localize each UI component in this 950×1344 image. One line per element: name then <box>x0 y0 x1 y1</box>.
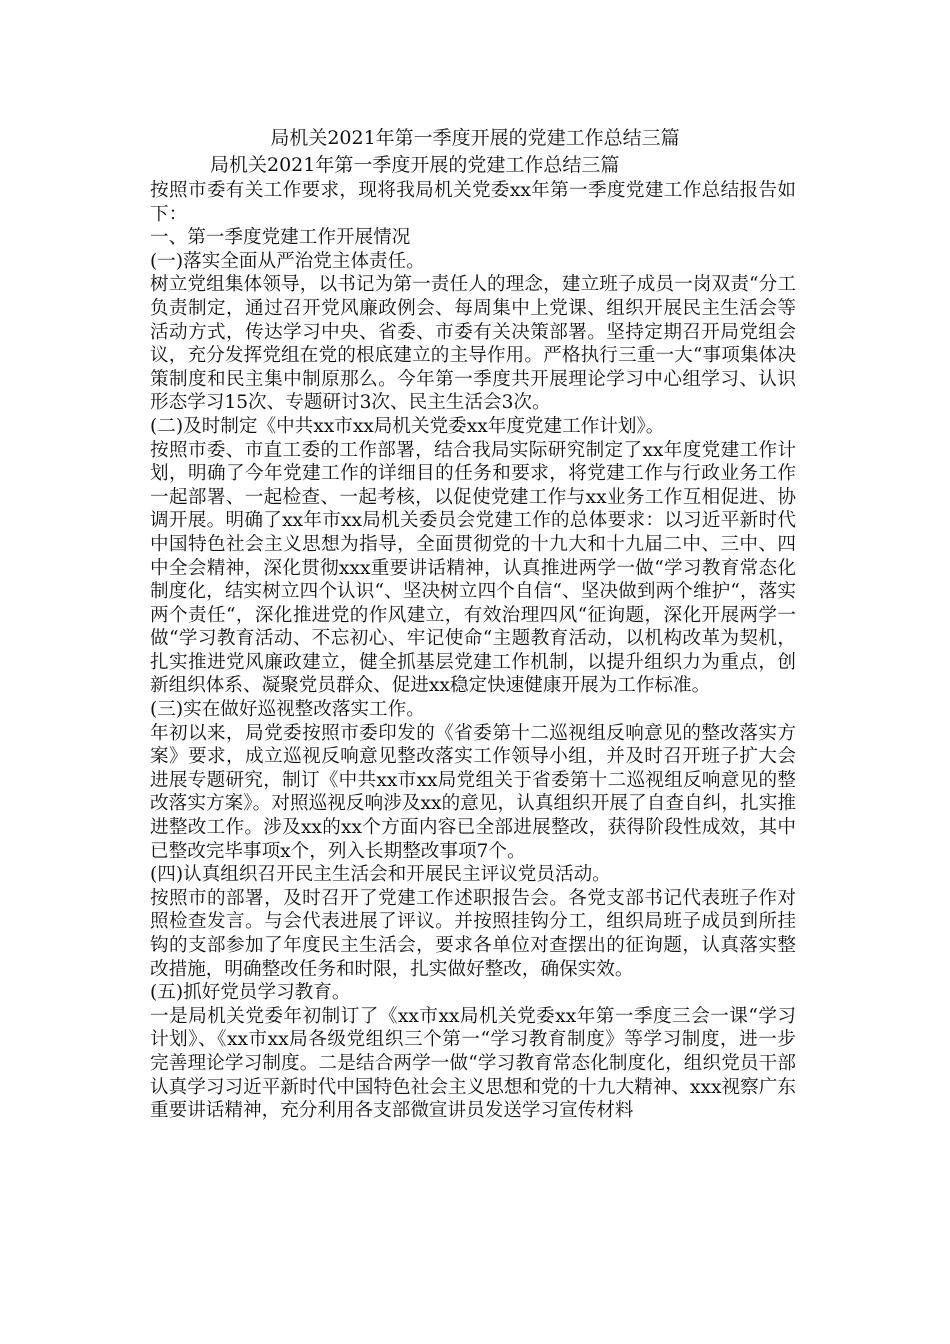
paragraph-body-5: 一是局机关党委年初制订了《xx市xx局机关党委xx年第一季度三会一课“学习计划》、《xx市xx局各级党组织三个第一“学习教育制度》等学习制度，进一步完善理论学习制度。二是结合两学一做“学习教育常态化制度化，组织党员干部认真学习习近平新时代中国特色社会主义思想和党的十九大精神、xxx视察广东重要讲话精神，充分利用各支部微宣讲员发送学习宣传材料 <box>150 1005 796 1122</box>
document-subtitle: 局机关2021年第一季度开展的党建工作总结三篇 <box>210 154 620 176</box>
subsection-heading-4: (四)认真组织召开民主生活会和开展民主评议党员活动。 <box>150 864 611 886</box>
subsection-heading-2: (二)及时制定《中共xx市xx局机关党委xx年度党建工作计划》。 <box>150 415 665 437</box>
subsection-heading-5: (五)抓好党员学习教育。 <box>150 982 351 1004</box>
paragraph-body-1: 树立党组集体领导，以书记为第一责任人的理念，建立班子成员一岗双责“分工负责制定，通过召开党风廉政例会、每周集中上党课、组织开展民主生活会等活动方式，传达学习中央、省委、市委有关决策部署。坚持定期召开局党组会议，充分发挥党组在党的根底建立的主导作用。严格执行三重一大“事项集体决策制度和民主集中制原那么。今年第一季度共开展理论学习中心组学习、认识形态学习15次、专题研讨3次、民主生活会3次。 <box>150 274 796 414</box>
document-body <box>150 179 796 1123</box>
document-title: 局机关2021年第一季度开展的党建工作总结三篇 <box>270 127 680 149</box>
subsection-heading-1: (一)落实全面从严治党主体责任。 <box>150 250 425 272</box>
paragraph-body-3: 年初以来，局党委按照市委印发的《省委第十二巡视组反响意见的整改落实方案》要求，成立巡视反响意见整改落实工作领导小组，并及时召开班子扩大会进展专题研究，制订《中共xx市xx局党组关于省委第十二巡视组反响意见的整改落实方案》。对照巡视反响涉及xx的意见，认真组织开展了自查自纠，扎实推进整改工作。涉及xx的xx个方面内容已全部进展整改，获得阶段性成效，其中已整改完毕事项x个，列入长期整改事项7个。 <box>150 722 796 862</box>
paragraph-intro: 按照市委有关工作要求，现将我局机关党委xx年第一季度党建工作总结报告如下： <box>150 180 796 225</box>
paragraph-body-4: 按照市的部署，及时召开了党建工作述职报告会。各党支部书记代表班子作对照检查发言。与会代表进展了评议。并按照挂钩分工，组织局班子成员到所挂钩的支部参加了年度民主生活会，要求各单位对查摆出的征询题，认真落实整改措施，明确整改任务和时限，扎实做好整改，确保实效。 <box>150 887 796 980</box>
section-heading-1: 一、第一季度党建工作开展情况 <box>150 227 411 249</box>
subsection-heading-3: (三)实在做好巡视整改落实工作。 <box>150 699 425 721</box>
paragraph-body-2: 按照市委、市直工委的工作部署，结合我局实际研究制定了xx年度党建工作计划，明确了今年党建工作的详细目的任务和要求，将党建工作与行政业务工作一起部署、一起检查、一起考核，以促使党建工作与xx业务工作互相促进、协调开展。明确了xx年市xx局机关委员会党建工作的总体要求：以习近平新时代中国特色社会主义思想为指导，全面贯彻党的十九大和十九届二中、三中、四中全会精神，深化贯彻xxx重要讲话精神，认真推进两学一做“学习教育常态化制度化，结实树立四个认识“、坚决树立四个自信“、坚决做到两个维护“，落实两个责任“，深化推进党的作风建立，有效治理四风“征询题，深化开展两学一做“学习教育活动、不忘初心、牢记使命“主题教育活动，以机构改革为契机，扎实推进党风廉政建立，健全抓基层党建工作机制，以提升组织力为重点，创新组织体系、凝聚党员群众、促进xx稳定快速健康开展为工作标准。 <box>150 439 796 697</box>
